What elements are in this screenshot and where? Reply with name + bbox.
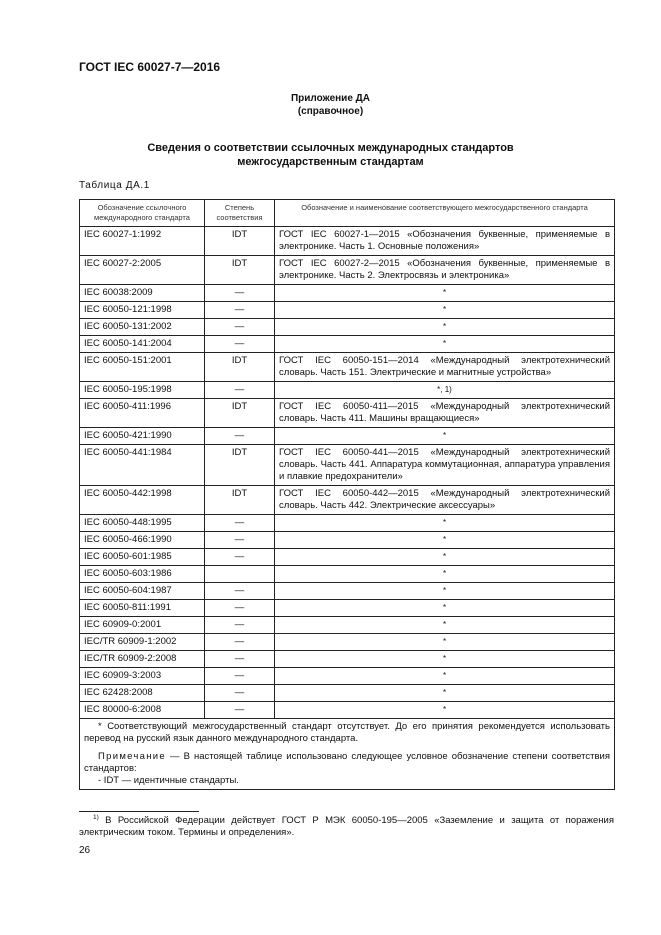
section-title: [0, 141, 661, 169]
cell-national-standard: ГОСТ IEC 60027-2—2015 «Обозначения буквенные, применяемые в электронике. Часть 2. Электросвязь и электроника»: [275, 256, 615, 285]
note-paragraph: [84, 751, 610, 775]
footnote-text: В Российской Федерации действует ГОСТ Р МЭК 60050-195—2005 «Заземление и защита от поражения электрическим током. Термины и определения».: [79, 815, 614, 838]
table-row: [80, 651, 615, 668]
cell-reference-standard: IEC 80000-6:2008: [80, 702, 205, 719]
table-row: [80, 702, 615, 719]
cell-reference-standard: IEC 62428:2008: [80, 685, 205, 702]
cell-national-standard: ГОСТ IEC 60050-411—2015 «Международный электротехнический словарь. Часть 411. Машины вращающиеся»: [275, 399, 615, 428]
cell-national-standard: *: [275, 532, 615, 549]
cell-national-standard: *: [275, 549, 615, 566]
table-row: [80, 600, 615, 617]
cell-degree: —: [205, 583, 275, 600]
cell-degree: IDT: [205, 353, 275, 382]
table-row: [80, 583, 615, 600]
table-row: [80, 399, 615, 428]
appendix-heading: [0, 92, 661, 118]
table-row: [80, 353, 615, 382]
table-row: [80, 634, 615, 651]
table-row: [80, 319, 615, 336]
cell-reference-standard: IEC 60050-466:1990: [80, 532, 205, 549]
cell-national-standard: *: [275, 302, 615, 319]
cell-national-standard: *: [275, 566, 615, 583]
cell-degree: IDT: [205, 256, 275, 285]
header-reference-standard: Обозначение ссылочного международного стандарта: [80, 200, 205, 227]
cell-reference-standard: IEC 60050-441:1984: [80, 445, 205, 486]
notes-row: [80, 719, 615, 790]
document-code: ГОСТ IEC 60027-7—2016: [79, 60, 221, 74]
cell-national-standard: *: [275, 428, 615, 445]
table-row: [80, 445, 615, 486]
note-label: Примечание: [98, 751, 166, 762]
table-row: [80, 486, 615, 515]
cell-degree: —: [205, 702, 275, 719]
cell-degree: —: [205, 382, 275, 399]
table-row: [80, 617, 615, 634]
cell-national-standard: *: [275, 702, 615, 719]
cell-reference-standard: IEC 60050-141:2004: [80, 336, 205, 353]
table-row: [80, 285, 615, 302]
note-item: - IDT — идентичные стандарты.: [98, 775, 239, 786]
cell-reference-standard: IEC 60050-121:1998: [80, 302, 205, 319]
cell-degree: IDT: [205, 399, 275, 428]
cell-degree: —: [205, 319, 275, 336]
star-note: * Соответствующий межгосударственный стандарт отсутствует. До его принятия рекомендуется использовать перевод на русский язык данного международного стандарта.: [84, 721, 610, 744]
cell-reference-standard: IEC 60050-601:1985: [80, 549, 205, 566]
cell-reference-standard: IEC/TR 60909-2:2008: [80, 651, 205, 668]
cell-degree: —: [205, 515, 275, 532]
page-number: 26: [79, 845, 91, 856]
section-title-line-1: Сведения о соответствии ссылочных международных стандартов: [147, 142, 514, 154]
cell-reference-standard: IEC/TR 60909-1:2002: [80, 634, 205, 651]
table-row: [80, 256, 615, 285]
table-row: [80, 515, 615, 532]
cell-degree: [205, 566, 275, 583]
cell-degree: IDT: [205, 227, 275, 256]
appendix-subtitle: (справочное): [297, 106, 364, 117]
cell-degree: —: [205, 685, 275, 702]
footnote-rule: [79, 811, 199, 812]
cell-national-standard: ГОСТ IEC 60050-441—2015 «Международный электротехнический словарь. Часть 441. Аппаратура коммутационная, аппаратура управления и плавкие предохранители»: [275, 445, 615, 486]
cell-reference-standard: IEC 60027-1:1992: [80, 227, 205, 256]
header-national-standard: Обозначение и наименование соответствующего межгосударственного стандарта: [275, 200, 615, 227]
cell-national-standard: *: [275, 634, 615, 651]
cell-national-standard: *: [275, 285, 615, 302]
cell-national-standard: ГОСТ IEC 60027-1—2015 «Обозначения буквенные, применяемые в электронике. Часть 1. Основные положения»: [275, 227, 615, 256]
cell-reference-standard: IEC 60050-411:1996: [80, 399, 205, 428]
cell-national-standard: *: [275, 336, 615, 353]
table-row: [80, 302, 615, 319]
note-text: — В настоящей таблице использовано следующее условное обозначение степени соответствия стандартов:: [84, 751, 610, 774]
cell-degree: —: [205, 428, 275, 445]
cell-reference-standard: IEC 60050-811:1991: [80, 600, 205, 617]
table-row: [80, 532, 615, 549]
cell-reference-standard: IEC 60909-0:2001: [80, 617, 205, 634]
cell-reference-standard: IEC 60050-421:1990: [80, 428, 205, 445]
cell-national-standard: *: [275, 617, 615, 634]
cell-national-standard: *: [275, 600, 615, 617]
cell-national-standard: *: [275, 668, 615, 685]
cell-reference-standard: IEC 60050-195:1998: [80, 382, 205, 399]
table-caption: Таблица ДА.1: [79, 180, 150, 191]
table-row: [80, 549, 615, 566]
cell-degree: IDT: [205, 445, 275, 486]
cell-reference-standard: IEC 60050-131:2002: [80, 319, 205, 336]
table-row: [80, 566, 615, 583]
table-header-row: [80, 200, 615, 227]
cell-reference-standard: IEC 60050-448:1995: [80, 515, 205, 532]
cell-reference-standard: IEC 60050-603:1986: [80, 566, 205, 583]
table-notes: [80, 719, 615, 790]
header-degree: Степень соответствия: [205, 200, 275, 227]
cell-national-standard: *: [275, 685, 615, 702]
cell-degree: —: [205, 668, 275, 685]
cell-reference-standard: IEC 60038:2009: [80, 285, 205, 302]
cell-degree: —: [205, 285, 275, 302]
cell-national-standard: ГОСТ IEC 60050-151—2014 «Международный электротехнический словарь. Часть 151. Электрические и магнитные устройства»: [275, 353, 615, 382]
cell-reference-standard: IEC 60027-2:2005: [80, 256, 205, 285]
table-row: [80, 382, 615, 399]
cell-reference-standard: IEC 60909-3:2003: [80, 668, 205, 685]
cell-national-standard: *: [275, 319, 615, 336]
table-row: [80, 336, 615, 353]
cell-degree: —: [205, 302, 275, 319]
cell-national-standard: ГОСТ IEC 60050-442—2015 «Международный электротехнический словарь. Часть 442. Электрические аксессуары»: [275, 486, 615, 515]
section-title-line-2: межгосударственным стандартам: [237, 156, 424, 168]
table-row: [80, 428, 615, 445]
cell-degree: —: [205, 600, 275, 617]
cell-national-standard: *: [275, 651, 615, 668]
footnote: [79, 815, 614, 839]
cell-degree: —: [205, 634, 275, 651]
cell-reference-standard: IEC 60050-151:2001: [80, 353, 205, 382]
table-row: [80, 685, 615, 702]
cell-national-standard: *: [275, 583, 615, 600]
cell-reference-standard: IEC 60050-604:1987: [80, 583, 205, 600]
table-row: [80, 227, 615, 256]
cell-degree: IDT: [205, 486, 275, 515]
cell-national-standard: *, 1): [275, 382, 615, 399]
cell-national-standard: *: [275, 515, 615, 532]
cell-degree: —: [205, 336, 275, 353]
correspondence-table: [79, 199, 615, 790]
table-row: [80, 668, 615, 685]
cell-degree: —: [205, 617, 275, 634]
footnote-mark: 1): [93, 813, 99, 821]
appendix-title: Приложение ДА: [290, 93, 371, 104]
cell-degree: —: [205, 549, 275, 566]
cell-degree: —: [205, 532, 275, 549]
table-body: [80, 227, 615, 719]
cell-degree: —: [205, 651, 275, 668]
cell-reference-standard: IEC 60050-442:1998: [80, 486, 205, 515]
